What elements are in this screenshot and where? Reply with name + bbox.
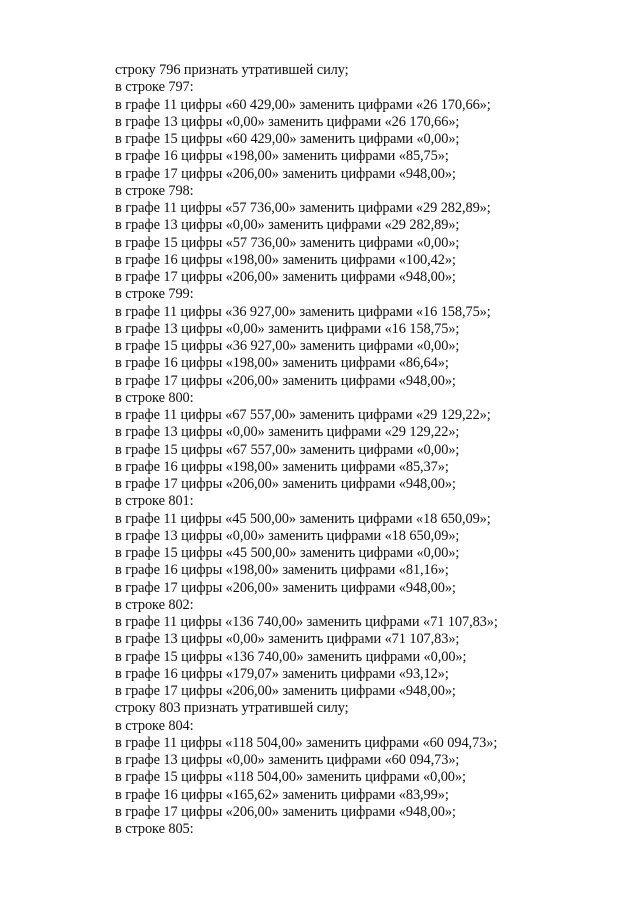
document-line: в графе 15 цифры «45 500,00» заменить цифрами «0,00»; <box>115 545 460 561</box>
document-line: в графе 16 цифры «198,00» заменить цифрами «86,64»; <box>115 355 449 372</box>
document-body <box>115 62 615 838</box>
document-line: в графе 13 цифры «0,00» заменить цифрами «60 094,73»; <box>115 752 460 768</box>
document-line: в графе 15 цифры «60 429,00» заменить цифрами «0,00»; <box>115 131 460 147</box>
document-line: в графе 13 цифры «0,00» заменить цифрами «18 650,09»; <box>115 527 460 544</box>
document-line: в графе 13 цифры «0,00» заменить цифрами «16 158,75»; <box>115 320 460 337</box>
document-line: в графе 17 цифры «206,00» заменить цифрами «948,00»; <box>115 269 456 285</box>
document-line: в строке 801: <box>115 493 194 510</box>
document-line: в графе 13 цифры «0,00» заменить цифрами «29 129,22»; <box>115 424 460 441</box>
document-line: в строке 800: <box>115 389 194 406</box>
document-line: в строке 804: <box>115 717 194 734</box>
document-line: в графе 16 цифры «198,00» заменить цифрами «81,16»; <box>115 562 449 579</box>
document-line: в строке 805: <box>115 821 194 837</box>
document-line: в графе 11 цифры «45 500,00» заменить цифрами «18 650,09»; <box>115 510 491 527</box>
document-line: в строке 797: <box>115 79 194 96</box>
document-line: в строке 802: <box>115 596 194 613</box>
document-line: в графе 16 цифры «198,00» заменить цифрами «85,37»; <box>115 458 449 475</box>
document-line: строку 803 признать утратившей силу; <box>115 700 349 717</box>
document-line: в графе 15 цифры «36 927,00» заменить цифрами «0,00»; <box>115 338 460 354</box>
document-line: в строке 799: <box>115 286 194 303</box>
document-line: в графе 17 цифры «206,00» заменить цифрами «948,00»; <box>115 165 456 182</box>
document-line: в графе 11 цифры «36 927,00» заменить цифрами «16 158,75»; <box>115 303 491 320</box>
document-line: в строке 798: <box>115 182 194 199</box>
document-line: в графе 11 цифры «67 557,00» заменить цифрами «29 129,22»; <box>115 407 491 423</box>
document-line: строку 796 признать утратившей силу; <box>115 62 349 78</box>
document-line: в графе 16 цифры «198,00» заменить цифрами «100,42»; <box>115 251 456 268</box>
document-line: в графе 16 цифры «179,07» заменить цифрами «93,12»; <box>115 665 449 682</box>
document-line: в графе 17 цифры «206,00» заменить цифрами «948,00»; <box>115 683 456 699</box>
document-line: в графе 13 цифры «0,00» заменить цифрами «71 107,83»; <box>115 631 460 648</box>
document-line: в графе 15 цифры «118 504,00» заменить цифрами «0,00»; <box>115 769 466 786</box>
document-line: в графе 11 цифры «60 429,00» заменить цифрами «26 170,66»; <box>115 96 491 113</box>
document-line: в графе 13 цифры «0,00» заменить цифрами «29 282,89»; <box>115 217 460 234</box>
document-line: в графе 17 цифры «206,00» заменить цифрами «948,00»; <box>115 803 456 820</box>
document-line: в графе 16 цифры «198,00» заменить цифрами «85,75»; <box>115 148 449 165</box>
document-line: в графе 15 цифры «67 557,00» заменить цифрами «0,00»; <box>115 441 460 458</box>
document-line: в графе 17 цифры «206,00» заменить цифрами «948,00»; <box>115 579 456 596</box>
document-line: в графе 17 цифры «206,00» заменить цифрами «948,00»; <box>115 372 456 389</box>
document-line: в графе 16 цифры «165,62» заменить цифрами «83,99»; <box>115 786 449 803</box>
document-line: в графе 15 цифры «57 736,00» заменить цифрами «0,00»; <box>115 234 460 251</box>
document-line: в графе 13 цифры «0,00» заменить цифрами «26 170,66»; <box>115 113 460 130</box>
document-line: в графе 11 цифры «57 736,00» заменить цифрами «29 282,89»; <box>115 200 491 216</box>
document-line: в графе 15 цифры «136 740,00» заменить цифрами «0,00»; <box>115 648 467 665</box>
document-line: в графе 11 цифры «118 504,00» заменить цифрами «60 094,73»; <box>115 734 498 751</box>
document-line: в графе 11 цифры «136 740,00» заменить цифрами «71 107,83»; <box>115 614 498 630</box>
document-line: в графе 17 цифры «206,00» заменить цифрами «948,00»; <box>115 476 456 492</box>
